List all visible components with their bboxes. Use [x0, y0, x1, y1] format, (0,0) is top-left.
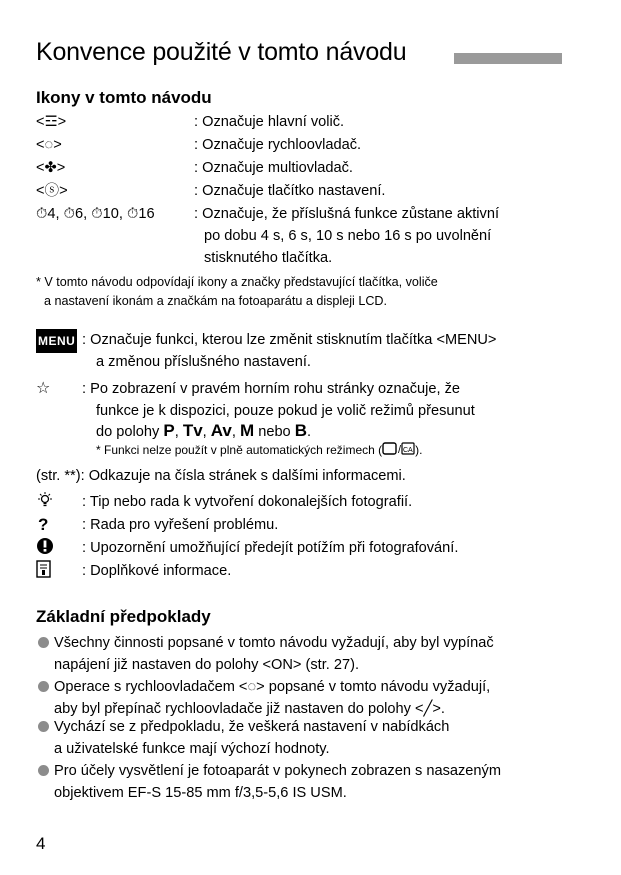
- star-modes-prefix: do polohy: [96, 424, 164, 440]
- legend-tip-text: : Tip nebo rada k vytvoření dokonalejších fotografií.: [82, 494, 413, 510]
- icons-note-line2: a nastavení ikonám a značkám na fotoaparátu a displeji LCD.: [44, 294, 388, 308]
- quick-control-dial-icon: <◌>: [36, 137, 62, 153]
- legend-help: [0, 514, 621, 536]
- star-note-end: ).: [415, 443, 423, 457]
- bullet-icon: [38, 681, 49, 692]
- legend-info-text: : Doplňkové informace.: [82, 563, 232, 579]
- bullet-text-cont: aby byl přepínač rychloovladače již nastaven do polohy <╱>.: [54, 701, 445, 717]
- icon-row-desc: : Označuje multiovladač.: [194, 160, 353, 176]
- list-item: [0, 676, 621, 698]
- icon-row-timer: [0, 203, 621, 225]
- sep: ,: [174, 424, 183, 440]
- info-icon: [36, 560, 52, 582]
- icon-row-desc: : Označuje tlačítko nastavení.: [194, 183, 386, 199]
- sep: ,: [202, 424, 211, 440]
- legend-warn: [0, 537, 621, 559]
- icon-row-set-button: [0, 180, 621, 202]
- legend-help-text: : Rada pro vyřešení problému.: [82, 517, 279, 533]
- mode-p: P: [163, 421, 175, 440]
- multi-controller-icon: <✤>: [36, 160, 66, 176]
- icon-row-quick-dial: [0, 134, 621, 156]
- main-dial-icon: <☲>: [36, 114, 67, 130]
- warning-icon: [36, 537, 54, 559]
- bullet-text-cont: napájení již nastaven do polohy <ON> (str. 27).: [54, 657, 360, 673]
- icon-row-desc: : Označuje hlavní volič.: [194, 114, 345, 130]
- nebo: nebo: [254, 424, 295, 440]
- bullet-text-cont: a uživatelské funkce mají výchozí hodnoty.: [54, 741, 330, 757]
- mode-b: B: [294, 421, 308, 440]
- bullet-text: Vychází se z předpokladu, že veškerá nastavení v nabídkách: [54, 719, 450, 735]
- lightbulb-icon: [36, 491, 54, 513]
- bullet-text: Operace s rychloovladačem <◌> popsané v tomto návodu vyžadují,: [54, 679, 491, 695]
- icon-row-main-dial: [0, 111, 621, 133]
- basics-heading: Základní předpoklady: [36, 607, 211, 626]
- mode-m: M: [239, 421, 255, 440]
- bullet-icon: [38, 765, 49, 776]
- icon-row-desc: : Označuje, že příslušná funkce zůstane aktivní: [194, 206, 500, 222]
- bullet-icon: [38, 637, 49, 648]
- list-item: [0, 760, 621, 782]
- legend-menu: [0, 329, 621, 351]
- menu-icon-label: MENU: [36, 329, 77, 353]
- ref-line: (str. **): Odkazuje na čísla stránek s dalšími informacemi.: [36, 468, 406, 484]
- timer-desc-cont1: po dobu 4 s, 6 s, 10 s nebo 16 s po uvolnění: [204, 228, 492, 244]
- page-title: Konvence použité v tomto návodu: [36, 38, 407, 66]
- page-number: 4: [36, 834, 46, 853]
- legend-warn-text: : Upozornění umožňující předejít potížím při fotografování.: [82, 540, 459, 556]
- mode-tv: Tv: [182, 421, 203, 440]
- period: .: [307, 424, 312, 440]
- icons-note-line1: * V tomto návodu odpovídají ikony a značky představující tlačítka, voliče: [36, 275, 438, 289]
- star-note-text: * Funkci nelze použít v plně automatických režimech (: [96, 443, 383, 457]
- icon-row-multi-controller: [0, 157, 621, 179]
- bullet-text: Pro účely vysvětlení je fotoaparát v pokynech zobrazen s nasazeným: [54, 763, 501, 779]
- svg-text:CA: CA: [403, 447, 413, 454]
- list-item: [0, 632, 621, 654]
- legend-menu-cont: a změnou příslušného nastavení.: [96, 354, 311, 370]
- icons-heading: Ikony v tomto návodu: [36, 88, 212, 107]
- icon-row-desc: : Označuje rychloovladač.: [194, 137, 362, 153]
- set-button-icon: <ⓢ>: [36, 183, 68, 199]
- timer-icon: ⏱4, ⏱6, ⏱10, ⏱16: [36, 206, 155, 222]
- bullet-text-cont: objektivem EF-S 15-85 mm f/3,5-5,6 IS USM.: [54, 785, 347, 801]
- mode-av: Av: [210, 421, 232, 440]
- star-note: [96, 440, 422, 460]
- legend-menu-text: : Označuje funkci, kterou lze změnit stisknutím tlačítka <MENU>: [82, 332, 497, 348]
- star-icon: ☆: [36, 380, 51, 397]
- legend-star: [0, 378, 621, 400]
- svg-text:/: /: [398, 444, 402, 456]
- bullet-icon: [38, 721, 49, 732]
- title-bar-decoration: [454, 53, 562, 64]
- legend-info: [0, 560, 621, 582]
- question-icon: ?: [38, 515, 49, 534]
- timer-desc-cont2: stisknutého tlačítka.: [204, 250, 333, 266]
- bullet-text: Všechny činnosti popsané v tomto návodu vyžadují, aby byl vypínač: [54, 635, 494, 651]
- auto-modes-icon: [382, 442, 415, 456]
- legend-tip: [0, 491, 621, 513]
- list-item: [0, 716, 621, 738]
- menu-icon: [36, 329, 77, 353]
- legend-star-cont1: funkce je k dispozici, pouze pokud je volič režimů přesunut: [96, 403, 475, 419]
- sep: ,: [231, 424, 240, 440]
- legend-star-text: : Po zobrazení v pravém horním rohu stránky označuje, že: [82, 381, 460, 397]
